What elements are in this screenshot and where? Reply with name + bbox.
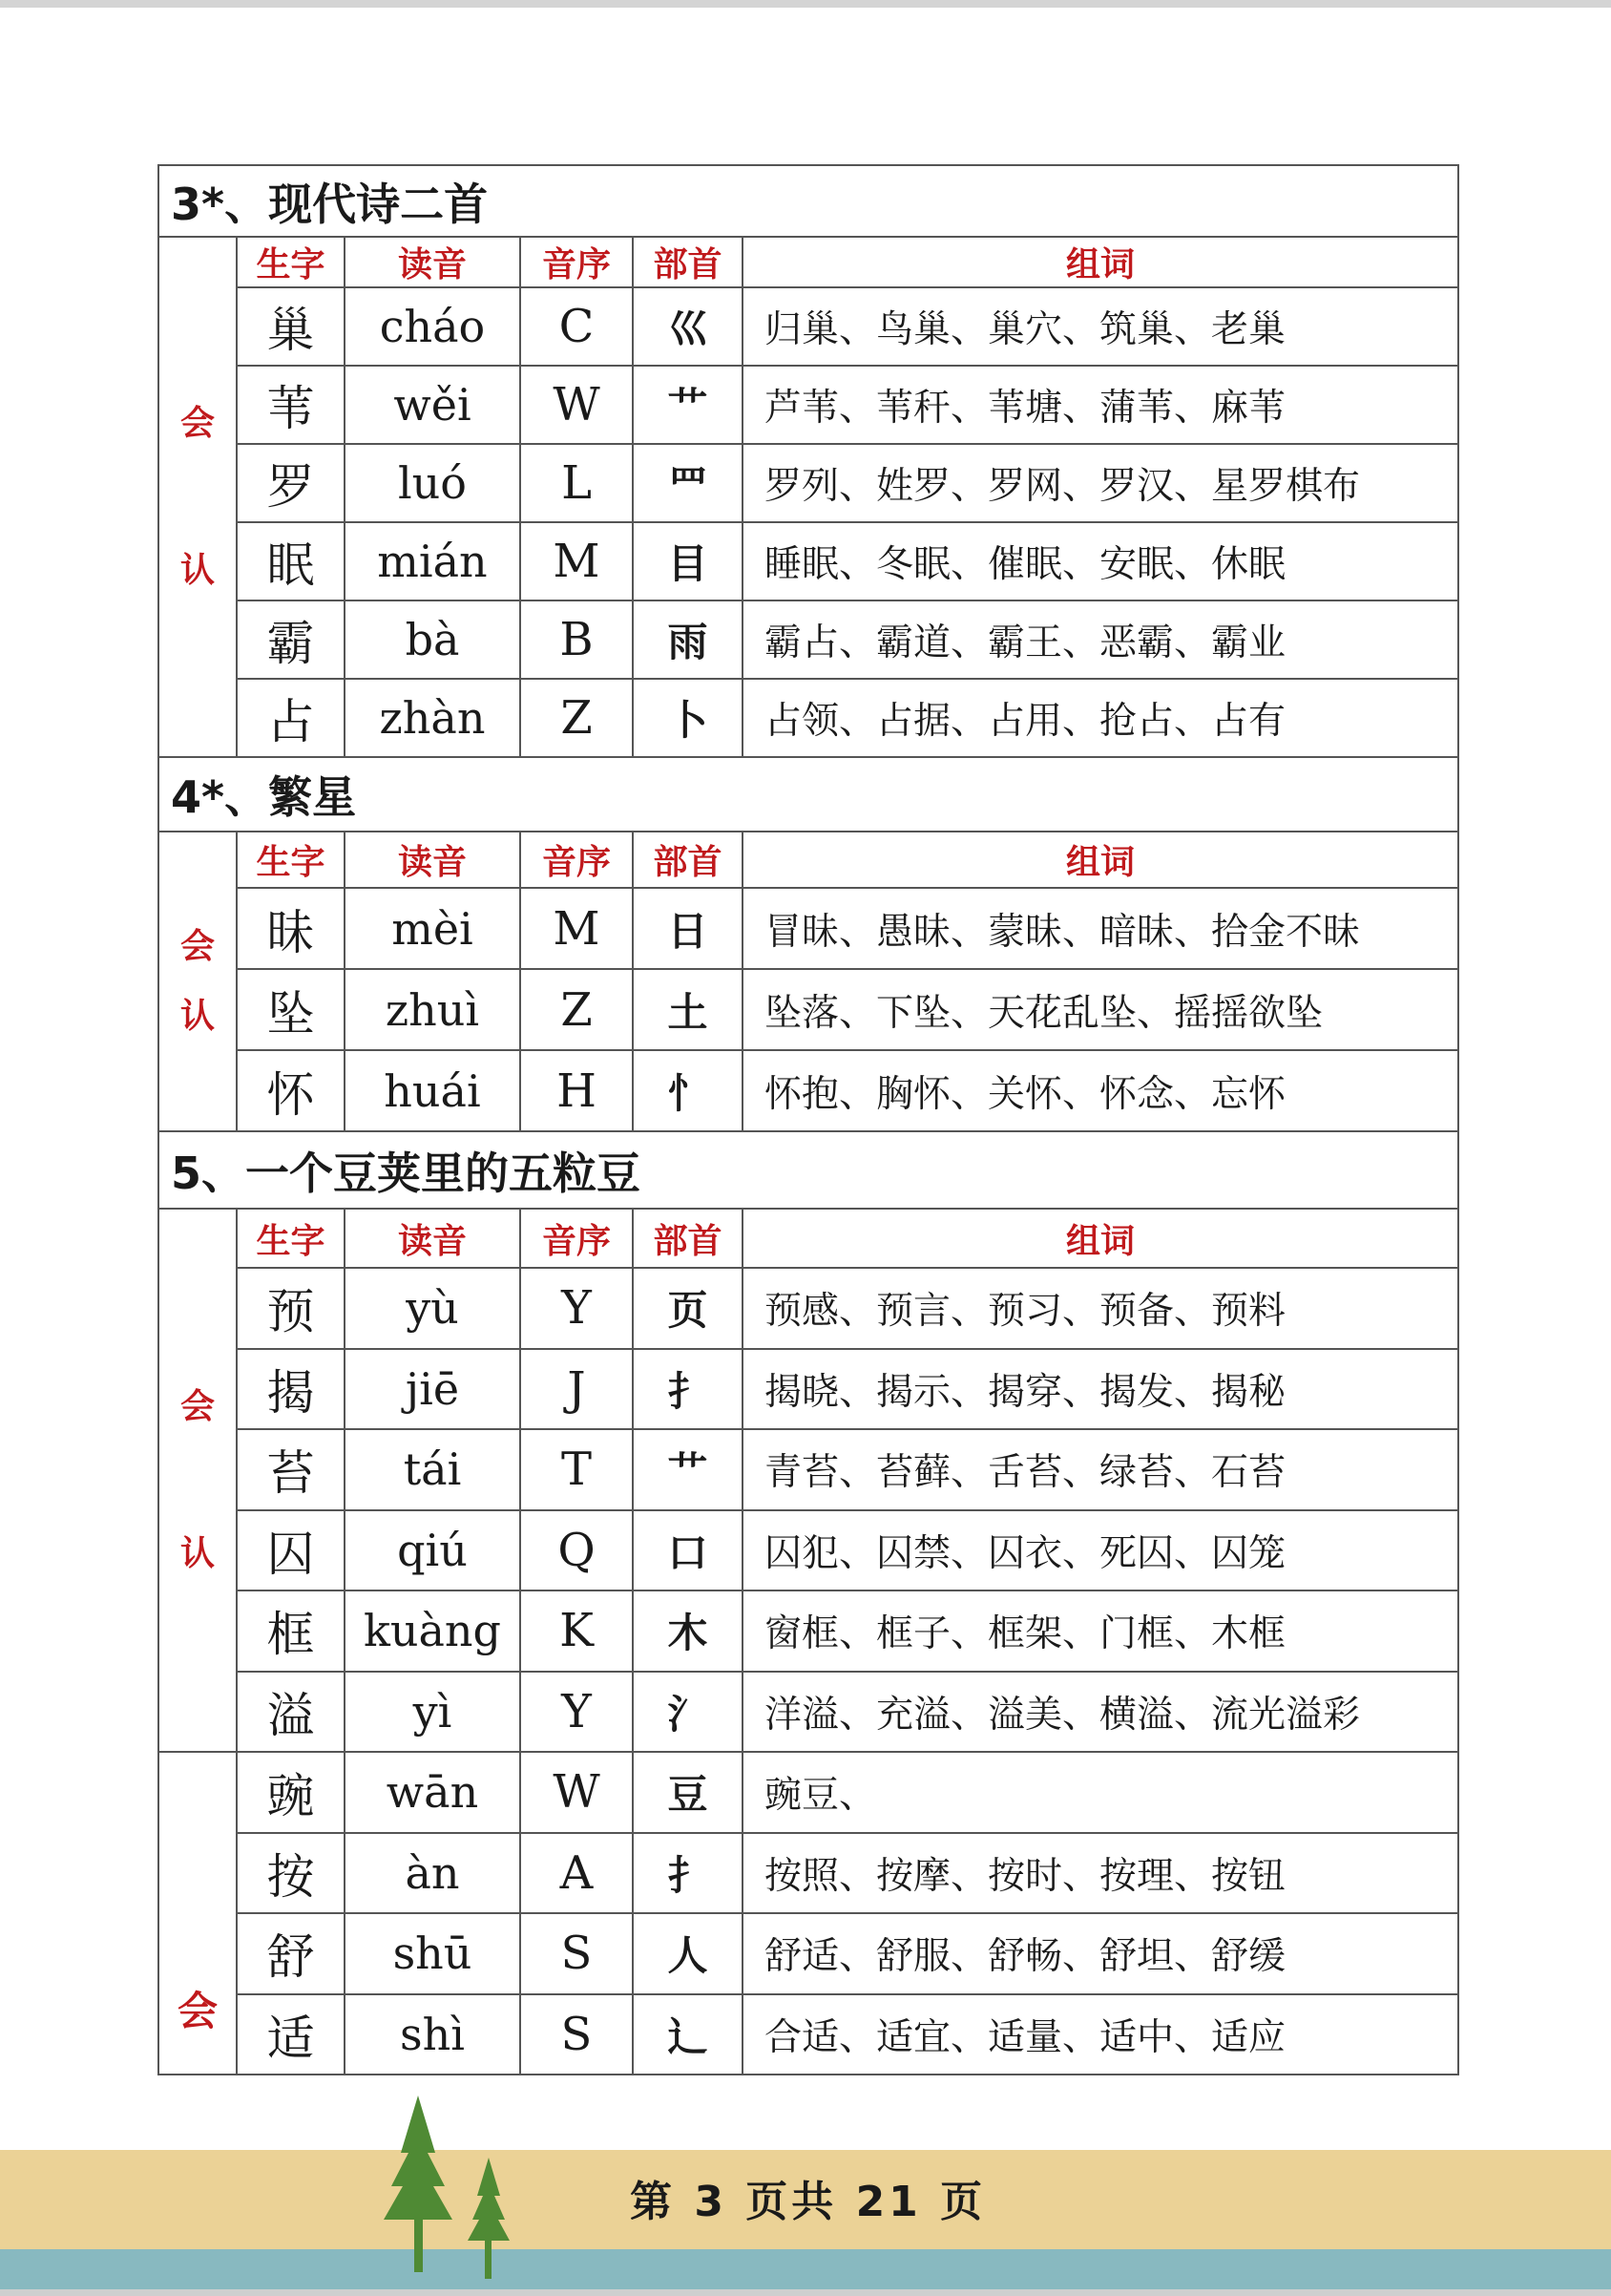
word-group-cell: 怀抱、胸怀、关怀、怀念、忘怀 — [743, 1050, 1458, 1131]
pinyin-cell: shì — [345, 1994, 520, 2075]
word-group-cell: 豌豆、 — [743, 1752, 1458, 1833]
radical-cell: 日 — [633, 888, 743, 969]
word-group-cell: 按照、按摩、按时、按理、按钮 — [743, 1833, 1458, 1914]
side-label — [158, 1209, 237, 1752]
word-group-cell: 合适、适宜、适量、适中、适应 — [743, 1994, 1458, 2075]
section-title: 5、一个豆荚里的五粒豆 — [158, 1131, 1458, 1209]
pinyin-cell: tái — [345, 1429, 520, 1510]
radical-cell: 页 — [633, 1268, 743, 1349]
footer-bottom-border — [0, 2289, 1611, 2296]
phonetic-order-cell: J — [520, 1349, 633, 1430]
table-row — [158, 888, 1458, 969]
side-label-text: 会 — [179, 1387, 215, 1427]
radical-cell: 氵 — [633, 1672, 743, 1753]
radical-cell: 扌 — [633, 1833, 743, 1914]
table-row — [158, 444, 1458, 522]
word-group-cell: 揭晓、揭示、揭穿、揭发、揭秘 — [743, 1349, 1458, 1430]
character-cell: 揭 — [237, 1349, 345, 1430]
character-cell: 占 — [237, 679, 345, 757]
radical-cell: 卜 — [633, 679, 743, 757]
character-cell: 框 — [237, 1590, 345, 1672]
radical-cell: 土 — [633, 969, 743, 1050]
word-group-cell: 冒昧、愚昧、蒙昧、暗昧、拾金不昧 — [743, 888, 1458, 969]
radical-cell: 木 — [633, 1590, 743, 1672]
header-words: 组词 — [743, 237, 1458, 287]
phonetic-order-cell: Z — [520, 679, 633, 757]
pinyin-cell: kuàng — [345, 1590, 520, 1672]
phonetic-order-cell: Y — [520, 1672, 633, 1753]
phonetic-order-cell: C — [520, 287, 633, 366]
side-label-text: 认 — [179, 550, 215, 590]
character-cell: 溢 — [237, 1672, 345, 1753]
phonetic-order-cell: S — [520, 1994, 633, 2075]
radical-cell: 艹 — [633, 1429, 743, 1510]
header-char: 生字 — [237, 832, 345, 888]
character-cell: 舒 — [237, 1913, 345, 1994]
phonetic-order-cell: K — [520, 1590, 633, 1672]
table-row — [158, 1349, 1458, 1430]
table-row — [158, 1672, 1458, 1753]
side-label-text: 会 — [177, 1987, 218, 2034]
pinyin-cell: mián — [345, 522, 520, 600]
pinyin-cell: huái — [345, 1050, 520, 1131]
phonetic-order-cell: B — [520, 600, 633, 679]
header-order: 音序 — [520, 237, 633, 287]
radical-cell: 口 — [633, 1510, 743, 1591]
character-cell: 按 — [237, 1833, 345, 1914]
character-cell: 囚 — [237, 1510, 345, 1591]
table-row — [158, 969, 1458, 1050]
phonetic-order-cell: Y — [520, 1268, 633, 1349]
character-cell: 怀 — [237, 1050, 345, 1131]
word-group-cell: 占领、占据、占用、抢占、占有 — [743, 679, 1458, 757]
word-group-cell: 青苔、苔藓、舌苔、绿苔、石苔 — [743, 1429, 1458, 1510]
side-label — [158, 1752, 237, 2075]
character-cell: 眠 — [237, 522, 345, 600]
section-title-row — [158, 1131, 1458, 1209]
header-radical: 部首 — [633, 1209, 743, 1268]
word-group-cell: 预感、预言、预习、预备、预料 — [743, 1268, 1458, 1349]
table-row — [158, 1833, 1458, 1914]
word-group-cell: 坠落、下坠、天花乱坠、摇摇欲坠 — [743, 969, 1458, 1050]
pinyin-cell: yì — [345, 1672, 520, 1753]
phonetic-order-cell: S — [520, 1913, 633, 1994]
radical-cell: 罒 — [633, 444, 743, 522]
pinyin-cell: yù — [345, 1268, 520, 1349]
side-label-text: 会 — [179, 926, 215, 966]
header-pinyin: 读音 — [345, 1209, 520, 1268]
table-row — [158, 287, 1458, 366]
header-char: 生字 — [237, 1209, 345, 1268]
radical-cell: 扌 — [633, 1349, 743, 1430]
phonetic-order-cell: Q — [520, 1510, 633, 1591]
character-cell: 预 — [237, 1268, 345, 1349]
section-title: 4*、繁星 — [158, 757, 1458, 832]
pinyin-cell: wěi — [345, 366, 520, 444]
column-header-row — [158, 1209, 1458, 1268]
pinyin-cell: àn — [345, 1833, 520, 1914]
radical-cell: 巛 — [633, 287, 743, 366]
character-cell: 豌 — [237, 1752, 345, 1833]
radical-cell: 辶 — [633, 1994, 743, 2075]
pinyin-cell: luó — [345, 444, 520, 522]
header-char: 生字 — [237, 237, 345, 287]
side-label — [158, 832, 237, 1131]
pinyin-cell: mèi — [345, 888, 520, 969]
table-row — [158, 1429, 1458, 1510]
phonetic-order-cell: T — [520, 1429, 633, 1510]
word-group-cell: 舒适、舒服、舒畅、舒坦、舒缓 — [743, 1913, 1458, 1994]
header-order: 音序 — [520, 832, 633, 888]
header-words: 组词 — [743, 832, 1458, 888]
character-cell: 霸 — [237, 600, 345, 679]
character-cell: 苇 — [237, 366, 345, 444]
character-cell: 坠 — [237, 969, 345, 1050]
header-radical: 部首 — [633, 237, 743, 287]
radical-cell: 艹 — [633, 366, 743, 444]
phonetic-order-cell: M — [520, 888, 633, 969]
section-title-row — [158, 165, 1458, 237]
phonetic-order-cell: Z — [520, 969, 633, 1050]
word-group-cell: 洋溢、充溢、溢美、横溢、流光溢彩 — [743, 1672, 1458, 1753]
side-label-text: 认 — [179, 997, 215, 1036]
header-pinyin: 读音 — [345, 237, 520, 287]
table-row — [158, 1510, 1458, 1591]
phonetic-order-cell: W — [520, 366, 633, 444]
pinyin-cell: wān — [345, 1752, 520, 1833]
pinyin-cell: zhàn — [345, 679, 520, 757]
radical-cell: 目 — [633, 522, 743, 600]
pinyin-cell: qiú — [345, 1510, 520, 1591]
table-row — [158, 1752, 1458, 1833]
pine-trees-icon — [363, 2096, 554, 2286]
word-group-cell: 睡眠、冬眠、催眠、安眠、休眠 — [743, 522, 1458, 600]
table-row — [158, 1050, 1458, 1131]
radical-cell: 豆 — [633, 1752, 743, 1833]
word-group-cell: 窗框、框子、框架、门框、木框 — [743, 1590, 1458, 1672]
page-number: 第 3 页共 21 页 — [630, 2178, 987, 2226]
pinyin-cell: bà — [345, 600, 520, 679]
table-row — [158, 1590, 1458, 1672]
column-header-row — [158, 237, 1458, 287]
table-row — [158, 1913, 1458, 1994]
table-row — [158, 522, 1458, 600]
word-group-cell: 罗列、姓罗、罗网、罗汉、星罗棋布 — [743, 444, 1458, 522]
radical-cell: 忄 — [633, 1050, 743, 1131]
word-group-cell: 囚犯、囚禁、囚衣、死囚、囚笼 — [743, 1510, 1458, 1591]
character-cell: 昧 — [237, 888, 345, 969]
phonetic-order-cell: W — [520, 1752, 633, 1833]
vocabulary-table — [157, 164, 1459, 2075]
word-group-cell: 归巢、鸟巢、巢穴、筑巢、老巢 — [743, 287, 1458, 366]
header-radical: 部首 — [633, 832, 743, 888]
radical-cell: 雨 — [633, 600, 743, 679]
phonetic-order-cell: H — [520, 1050, 633, 1131]
section-title-row — [158, 757, 1458, 832]
header-words: 组词 — [743, 1209, 1458, 1268]
character-cell: 巢 — [237, 287, 345, 366]
table-row — [158, 1994, 1458, 2075]
table-row — [158, 600, 1458, 679]
table-row — [158, 1268, 1458, 1349]
word-group-cell: 芦苇、苇秆、苇塘、蒲苇、麻苇 — [743, 366, 1458, 444]
pinyin-cell: zhuì — [345, 969, 520, 1050]
side-label-text: 认 — [179, 1533, 215, 1573]
table-row — [158, 679, 1458, 757]
header-pinyin: 读音 — [345, 832, 520, 888]
pinyin-cell: cháo — [345, 287, 520, 366]
radical-cell: 人 — [633, 1913, 743, 1994]
top-border — [0, 0, 1611, 8]
table-row — [158, 366, 1458, 444]
phonetic-order-cell: M — [520, 522, 633, 600]
phonetic-order-cell: A — [520, 1833, 633, 1914]
section-title: 3*、现代诗二首 — [158, 165, 1458, 237]
header-order: 音序 — [520, 1209, 633, 1268]
side-label — [158, 237, 237, 757]
word-group-cell: 霸占、霸道、霸王、恶霸、霸业 — [743, 600, 1458, 679]
side-label-text: 会 — [179, 404, 215, 444]
footer-water-band — [0, 2249, 1611, 2289]
pinyin-cell: shū — [345, 1913, 520, 1994]
character-cell: 适 — [237, 1994, 345, 2075]
phonetic-order-cell: L — [520, 444, 633, 522]
character-cell: 罗 — [237, 444, 345, 522]
pinyin-cell: jiē — [345, 1349, 520, 1430]
column-header-row — [158, 832, 1458, 888]
character-cell: 苔 — [237, 1429, 345, 1510]
